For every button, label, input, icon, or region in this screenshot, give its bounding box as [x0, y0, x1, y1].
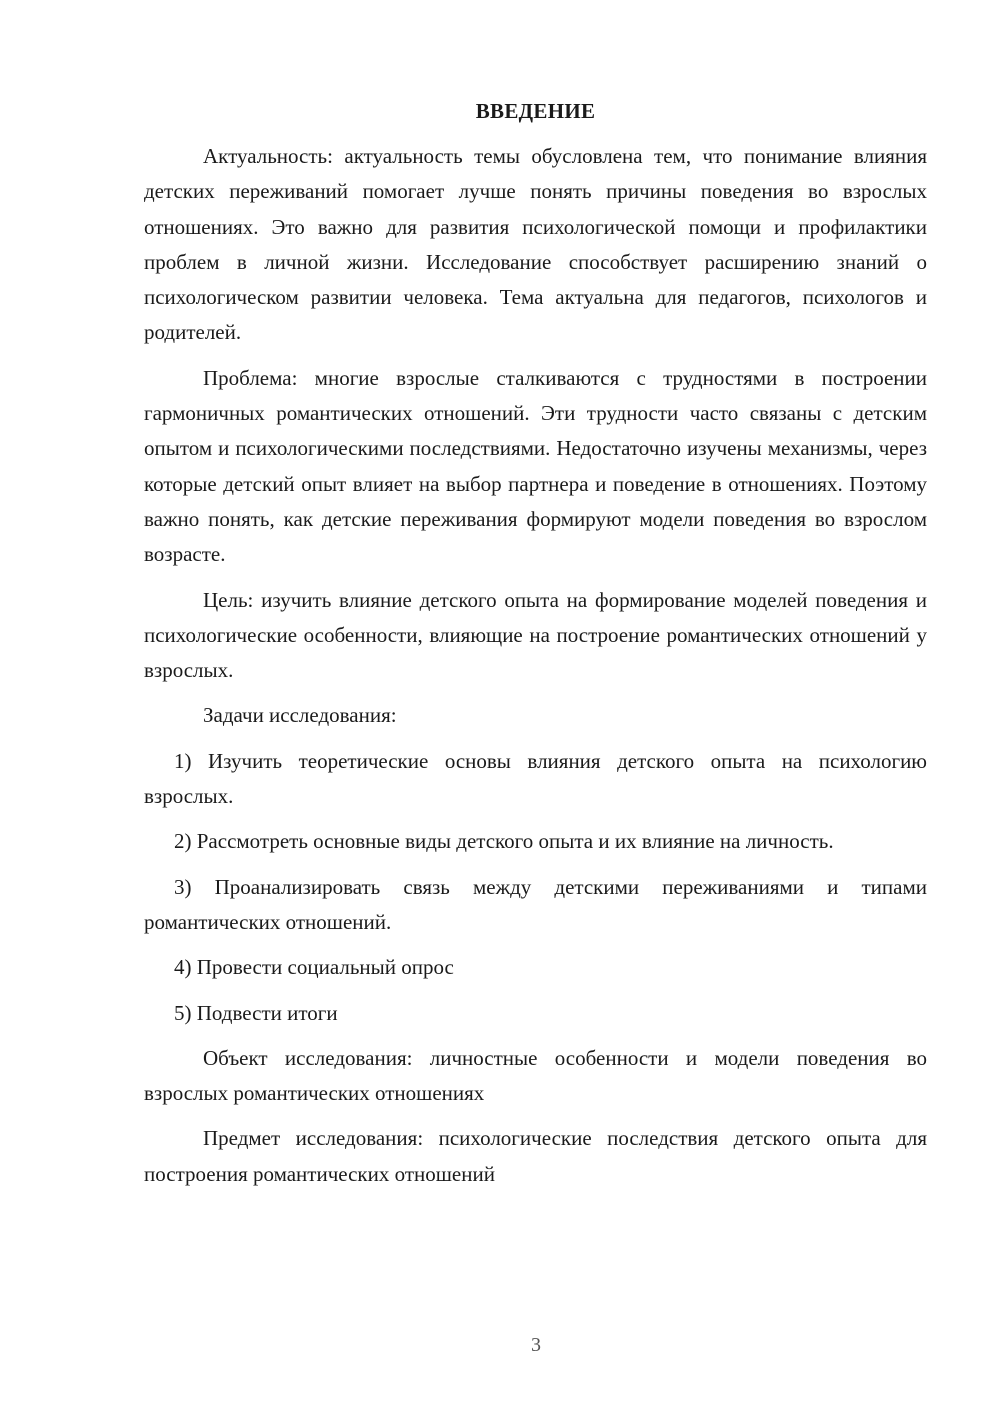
page-body [144, 94, 927, 1202]
page-number: 3 [531, 1334, 541, 1356]
task-item: 4) Провести социальный опрос [174, 955, 454, 980]
task-item: 1) Изучить теоретические основы влияния детского опыта на психологию взрослых. [144, 748, 927, 809]
task-item: 2) Рассмотреть основные виды детского опыта и их влияние на личность. [174, 829, 834, 854]
task-item: 3) Проанализировать связь между детскими переживаниями и типами романтических отношений. [144, 874, 927, 934]
section-heading: ВВЕДЕНИЕ [475, 99, 596, 123]
tasks-title: Задачи исследования: [203, 703, 397, 728]
problem-paragraph: Проблема: многие взрослые сталкиваются с трудностями в построении гармоничных романтических отношений. Эти трудности часто связаны с детским опытом и психологическими последствиями. Недостаточно изучены механизмы, через которые детский опыт влияет на выбор партнера и поведение в отношениях. Поэтому важно понять, как детские переживания формируют модели поведения во взрослом возрасте. [144, 365, 927, 567]
relevance-paragraph: Актуальность: актуальность темы обусловлена тем, что понимание влияния детских переживаний помогает лучше понять причины поведения во взрослых отношениях. Это важно для развития психологической помощи и профилактики проблем в личной жизни. Исследование способствует расширению знаний о психологическом развитии человека. Тема актуальна для педагогов, психологов и родителей. [144, 144, 927, 345]
object-paragraph: Объект исследования: личностные особенности и модели поведения во взрослых романтических отношениях [144, 1045, 927, 1106]
subject-paragraph: Предмет исследования: психологические последствия детского опыта для построения романтических отношений [144, 1126, 927, 1186]
task-item: 5) Подвести итоги [174, 1000, 338, 1025]
goal-paragraph: Цель: изучить влияние детского опыта на формирование моделей поведения и психологические особенности, влияющие на построение романтических отношений у взрослых. [144, 587, 927, 683]
